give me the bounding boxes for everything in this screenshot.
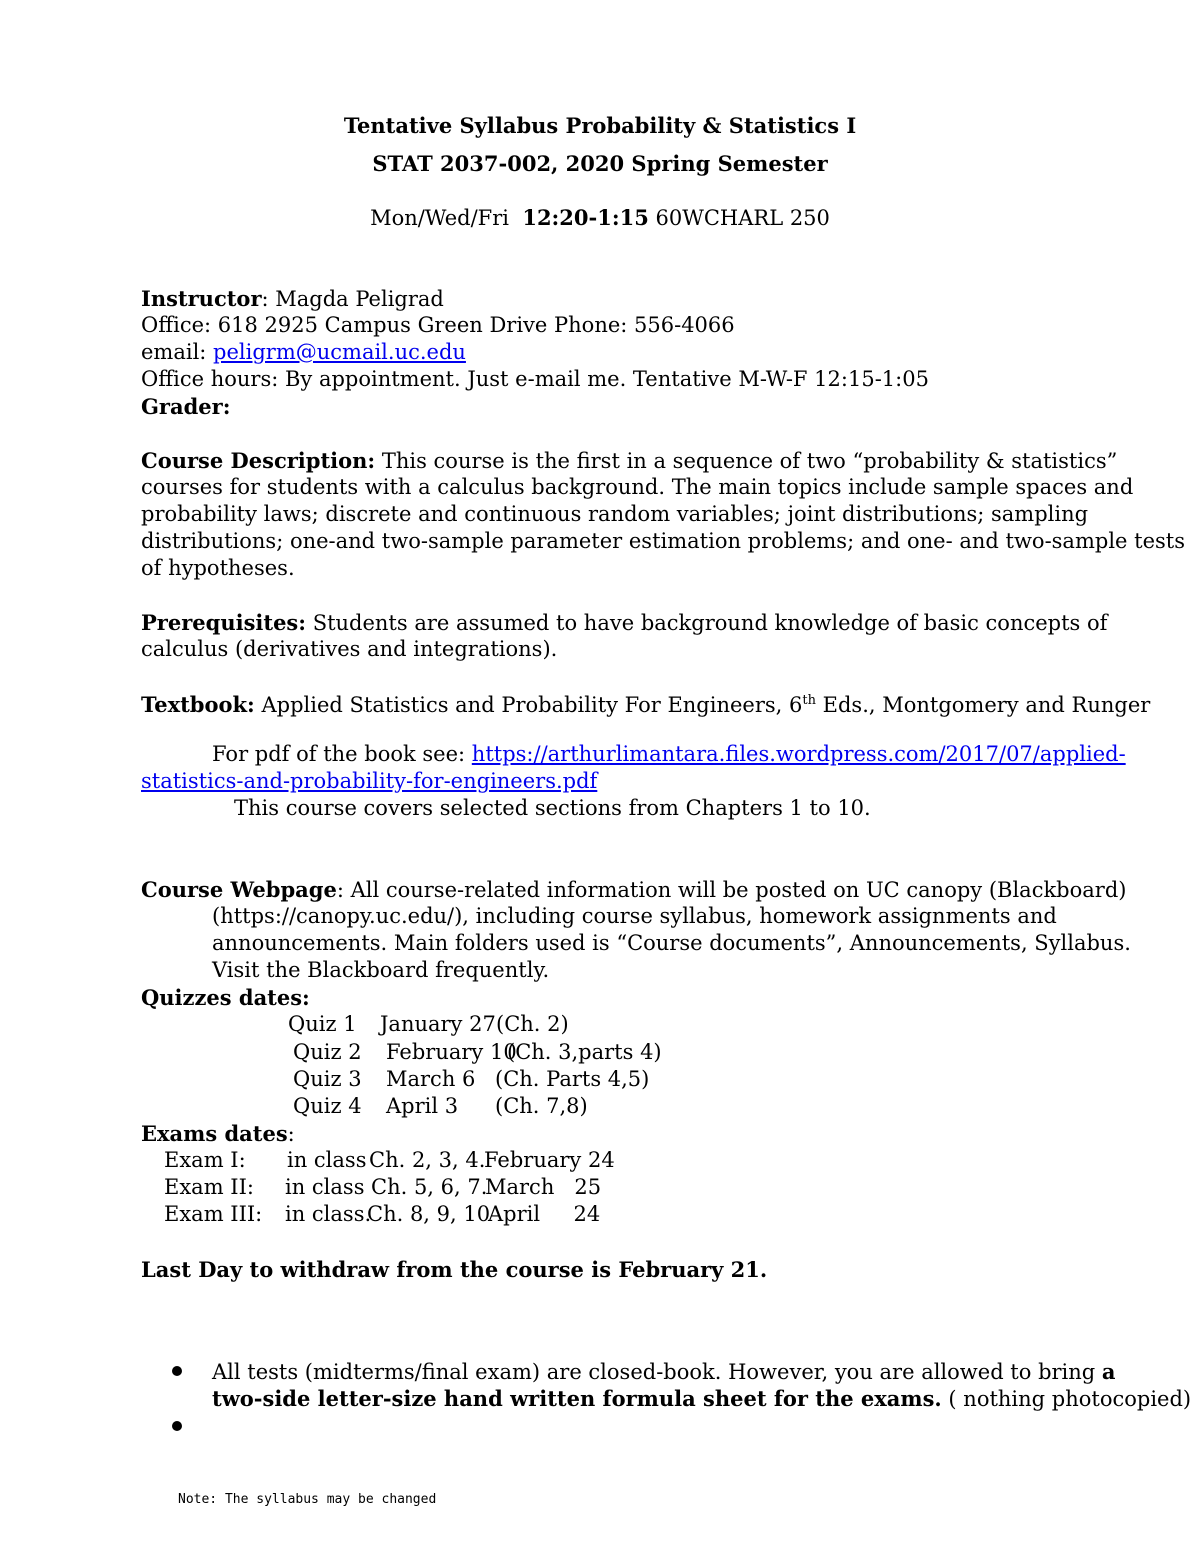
quiz-chapters: (Ch. 2) <box>496 1012 569 1036</box>
exam-date: March 25 <box>485 1175 602 1199</box>
quiz-chapters: (Ch. Parts 4,5) <box>495 1067 650 1091</box>
exam-name: Exam I: <box>164 1148 246 1172</box>
pdf-line-2 <box>141 768 597 795</box>
pdf-link-part-2[interactable]: statistics-and-probability-for-engineers.pdf <box>141 769 598 793</box>
exam-name: Exam III: <box>164 1202 263 1226</box>
description-line-1: Course Description: This course is the first in a sequence of two “probability & statistics” <box>141 448 1118 473</box>
title-line-2: STAT 2037-002, 2020 Spring Semester <box>372 151 828 176</box>
bullet-1-line-2: two-side letter-size hand written formula sheet for the exams. ( nothing photocopied) <box>212 1386 1192 1411</box>
bullet-dot-2 <box>172 1421 182 1431</box>
exam-date: February 24 <box>484 1148 615 1172</box>
webpage-line-2: (https://canopy.uc.edu/), including course syllabus, homework assignments and <box>212 904 1057 928</box>
webpage-line-3: announcements. Main folders used is “Course documents”, Announcements, Syllabus. <box>212 931 1131 955</box>
quiz-date: April 3 <box>386 1094 459 1118</box>
description-line-3: probability laws; discrete and continuous random variables; joint distributions; sampling <box>141 502 1089 526</box>
exam-name: Exam II: <box>164 1175 254 1199</box>
quiz-name: Quiz 2 <box>293 1040 362 1064</box>
exam-date: April 24 <box>488 1202 601 1226</box>
quiz-date: February 10 <box>386 1040 517 1064</box>
quiz-chapters: (Ch. 7,8) <box>495 1094 588 1118</box>
title-line-1: Tentative Syllabus Probability & Statistics I <box>343 113 857 138</box>
quiz-date: January 27 <box>380 1012 496 1036</box>
office-line: Office: 618 2925 Campus Green Drive Phone: 556-4066 <box>141 313 735 337</box>
exam-chapters: Ch. 8, 9, 10 <box>367 1202 491 1226</box>
footer-note: Note: The syllabus may be changed <box>178 1492 437 1507</box>
quiz-name: Quiz 4 <box>293 1094 362 1118</box>
description-line-4: distributions; one-and two-sample parameter estimation problems; and one- and two-sample tests <box>141 529 1185 553</box>
instructor-line: Instructor: Magda Peligrad <box>141 286 444 311</box>
exams-heading: Exams dates: <box>141 1121 295 1146</box>
schedule-line: Mon/Wed/Fri 12:20-1:15 60WCHARL 250 <box>370 205 830 230</box>
quiz-name: Quiz 3 <box>293 1067 362 1091</box>
exam-where: in class. <box>285 1202 372 1226</box>
bullet-dot-1 <box>172 1366 182 1376</box>
quiz-date: March 6 <box>386 1067 476 1091</box>
chapters-line: This course covers selected sections from Chapters 1 to 10. <box>234 796 871 820</box>
quizzes-heading: Quizzes dates: <box>141 985 310 1010</box>
email-link[interactable]: peligrm@ucmail.uc.edu <box>213 340 466 364</box>
pdf-link-part-1[interactable]: https://arthurlimantara.files.wordpress.com/2017/07/applied- <box>471 742 1126 766</box>
quiz-name: Quiz 1 <box>288 1012 357 1036</box>
description-line-2: courses for students with a calculus background. The main topics include sample spaces and <box>141 475 1134 499</box>
description-line-5: of hypotheses. <box>141 556 295 580</box>
webpage-line-4: Visit the Blackboard frequently. <box>212 958 550 982</box>
textbook-line: Textbook: Applied Statistics and Probability For Engineers, 6th Eds., Montgomery and Runger <box>141 692 1151 717</box>
exam-chapters: Ch. 2, 3, 4. <box>369 1148 486 1172</box>
grader-line: Grader: <box>141 394 231 419</box>
bullet-1-line-1: All tests (midterms/final exam) are closed-book. However, you are allowed to bring a <box>212 1359 1116 1384</box>
prerequisites-line-2: calculus (derivatives and integrations). <box>141 637 558 661</box>
quiz-chapters: (Ch. 3,parts 4) <box>507 1040 662 1064</box>
pdf-line-1: For pdf of the book see: https://arthurlimantara.files.wordpress.com/2017/07/applied- <box>212 742 1126 766</box>
exam-chapters: Ch. 5, 6, 7. <box>371 1175 488 1199</box>
office-hours-line: Office hours: By appointment. Just e-mail me. Tentative M-W-F 12:15-1:05 <box>141 367 929 391</box>
withdraw-notice: Last Day to withdraw from the course is February 21. <box>141 1257 768 1282</box>
prerequisites-line-1: Prerequisites: Students are assumed to have background knowledge of basic concepts of <box>141 610 1108 635</box>
email-line: email: peligrm@ucmail.uc.edu <box>141 340 466 364</box>
webpage-line-1: Course Webpage: All course-related information will be posted on UC canopy (Blackboard) <box>141 877 1127 902</box>
exam-where: in class <box>285 1175 365 1199</box>
exam-where: in class <box>287 1148 367 1172</box>
